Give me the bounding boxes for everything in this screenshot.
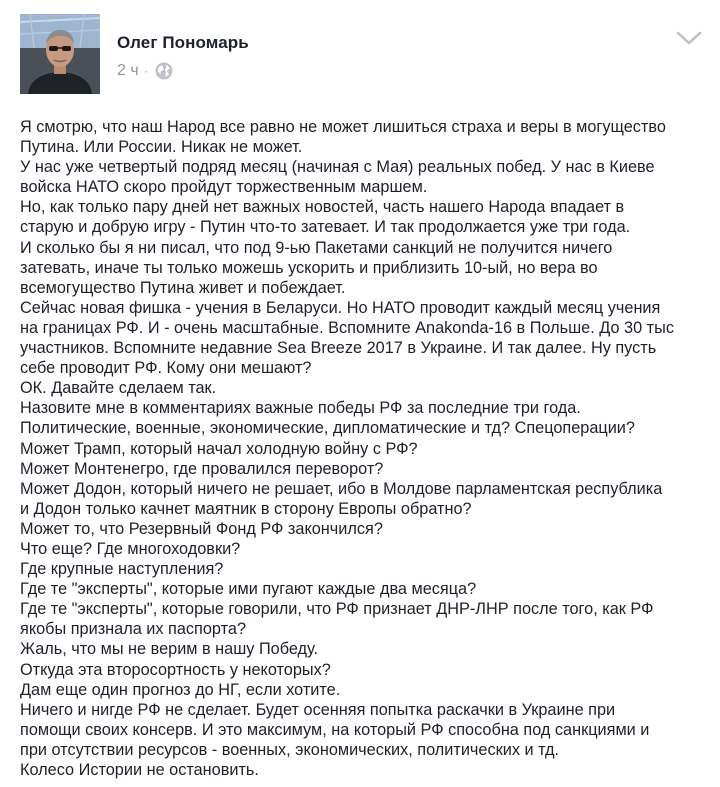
post-text-line: Политические, военные, экономические, дипломатические и тд? Спецоперации? [20,419,635,438]
post-text-line: Где те "эксперты", которые ими пугают каждые два месяца? [20,580,477,599]
author-avatar[interactable] [20,14,100,94]
post-text-line: Дам еще один прогноз до НГ, если хотите. [20,680,341,699]
meta-separator: · [143,64,148,78]
post-text-line: затевать, иначе ты только можешь ускорить и приблизить 10-ый, но вера во [20,258,598,277]
post-text-line: себе проводит РФ. Кому они мешают? [20,359,312,378]
post-text-line: Может Трамп, который начал холодную войну с РФ? [20,439,418,458]
globe-icon[interactable] [154,61,174,81]
author-name[interactable]: Олег Пономарь [117,33,249,52]
post-text-line: войска НАТО скоро пройдут торжественным маршем. [20,178,428,197]
post-text [20,117,710,780]
post-text-line: участников. Вспомните недавние Sea Breeze 2017 в Украине. И так далее. Ну пусть [20,339,657,358]
person-avatar-icon [20,14,100,94]
post-text-line: и Додон только качнет маятник в сторону Европы обратно? [20,499,472,518]
post-options-chevron-down-icon[interactable] [676,30,702,46]
post-text-line: И сколько бы я ни писал, что под 9-ью Пакетами санкций не получится ничего [20,238,613,257]
post-text-line: при отсутствии ресурсов - военных, экономических, политических и тд. [20,740,560,759]
post-text-line: Где те "эксперты", которые говорили, что РФ признает ДНР-ЛНР после того, как РФ [20,600,654,619]
post-meta [117,60,174,82]
post-text-line: Назовите мне в комментариях важные победы РФ за последние три года. [20,399,581,418]
post-text-line: старую и добрую игру - Путин что-то затевает. И так продолжается уже три года. [20,218,631,237]
post-text-line: всемогущество Путина живет и побеждает. [20,278,346,297]
post-time[interactable]: 2 ч [117,62,139,79]
post-text-line: Жаль, что мы не верим в нашу Победу. [20,640,319,659]
post-text-line: помощи своих консерв. И это максимум, на который РФ способна под санкциями и [20,720,650,739]
post-text-line: Может то, что Резервный Фонд РФ закончился? [20,519,383,538]
post-text-line: Может Монтенегро, где провалился переворот? [20,459,384,478]
post-text-line: якобы признала их паспорта? [20,620,247,639]
post-text-line: У нас уже четвертый подряд месяц (начиная с Мая) реальных побед. У нас в Киеве [20,158,655,177]
post-text-line: Сейчас новая фишка - учения в Беларуси. Но НАТО проводит каждый месяц учения [20,298,661,317]
post-text-line: Где крупные наступления? [20,560,224,579]
post-text-line: Может Додон, который ничего не решает, ибо в Молдове парламентская республика [20,479,663,498]
post-text-line: Колесо Истории не остановить. [20,761,259,779]
post-text-line: Но, как только пару дней нет важных новостей, часть нашего Народа впадает в [20,198,625,217]
post-text-line: Ничего и нигде РФ не сделает. Будет осенняя попытка раскачки в Украине при [20,700,616,719]
post-text-line: Что еще? Где многоходовки? [20,539,241,558]
post-text-line: на границах РФ. И - очень масштабные. Вспомните Anakonda-16 в Польше. До 30 тыс [20,318,674,337]
post-text-line: Путина. Или России. Никак не может. [20,138,303,157]
post-header [0,0,720,110]
post-text-line: ОК. Давайте сделаем так. [20,379,217,398]
post-text-line: Откуда эта второсортность у некоторых? [20,660,331,679]
post-text-line: Я смотрю, что наш Народ все равно не может лишиться страха и веры в могущество [20,118,666,136]
